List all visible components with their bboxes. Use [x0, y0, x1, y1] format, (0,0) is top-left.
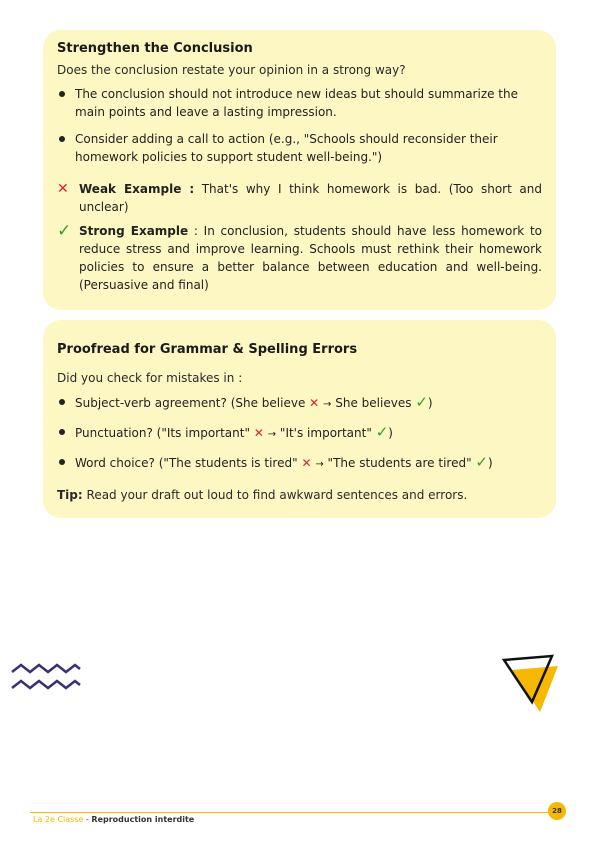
tip-label: Tip: — [57, 488, 83, 502]
weak-text: That's why I think homework is bad. (Too short and unclear) — [79, 182, 542, 214]
list-item — [57, 423, 542, 444]
item-text: Subject-verb agreement? (She believe — [75, 396, 306, 410]
arrow-icon: → — [267, 429, 277, 440]
weak-label: Weak Example : — [79, 182, 195, 196]
section-title: Proofread for Grammar & Spelling Errors — [57, 342, 358, 357]
item-end: ) — [488, 456, 493, 470]
cross-icon: ✕ — [57, 181, 69, 197]
item-correction: She believes — [335, 396, 412, 410]
section-intro: Did you check for mistakes in : — [57, 371, 243, 385]
check-icon: ✓ — [375, 423, 389, 441]
check-icon: ✓ — [475, 453, 488, 471]
section-question: Does the conclusion restate your opinion in a strong way? — [57, 63, 406, 77]
item-end: ) — [388, 426, 393, 440]
cross-icon: ✕ — [309, 396, 320, 410]
footer-brand: La 2e Classe — [33, 815, 84, 824]
list-item — [57, 453, 542, 474]
item-correction: "It's important" — [279, 426, 372, 440]
footer-notice: Reproduction interdite — [91, 815, 195, 824]
cross-icon: ✕ — [301, 456, 312, 470]
footer-divider — [30, 812, 550, 813]
weak-example — [57, 180, 542, 216]
strong-label: Strong Example — [79, 224, 189, 238]
page-number: 28 — [548, 802, 566, 820]
item-end: ) — [427, 396, 433, 410]
check-list — [57, 393, 542, 474]
tip-text: Read your draft out loud to find awkward sentences and errors. — [86, 488, 468, 502]
list-item — [57, 393, 542, 414]
bullet-list — [57, 85, 542, 166]
zigzag-decoration-icon — [10, 660, 82, 694]
footer — [33, 815, 194, 824]
item-correction: "The students are tired" — [327, 456, 472, 470]
tip — [57, 486, 542, 504]
cross-icon: ✕ — [253, 426, 264, 440]
footer-separator: - — [83, 815, 92, 824]
strong-example — [57, 222, 542, 294]
arrow-icon: → — [323, 399, 332, 410]
strong-text: : In conclusion, students should have less homework to reduce stress and improve learning. Schools must rethink their homework policies to ensure a better balance between education and well-being. (Persuasive and final) — [79, 224, 542, 292]
item-text: Word choice? ("The students is tired" — [75, 456, 298, 470]
conclusion-card — [43, 30, 556, 310]
check-icon: ✓ — [415, 393, 428, 411]
section-title: Strengthen the Conclusion — [57, 41, 253, 56]
list-item: Consider adding a call to action (e.g., "Schools should reconsider their homework policies to support student well-being.") — [57, 130, 542, 166]
list-item: The conclusion should not introduce new ideas but should summarize the main points and leave a lasting impression. — [57, 85, 542, 121]
check-icon: ✓ — [57, 221, 72, 241]
triangle-decoration-icon — [500, 652, 560, 714]
proofread-card — [43, 320, 556, 518]
arrow-icon: → — [315, 459, 324, 470]
item-text: Punctuation? ("Its important" — [75, 426, 250, 440]
